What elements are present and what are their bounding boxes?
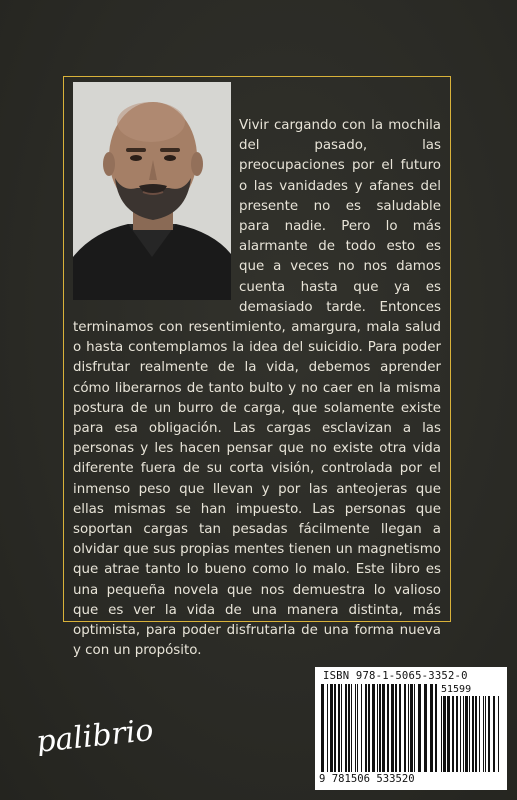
- svg-text:palibrio: palibrio: [34, 712, 156, 756]
- back-cover-blurb: [73, 116, 441, 661]
- isbn-number: ISBN 978-1-5065-3352-0: [323, 670, 468, 682]
- addon-barcode-bars: [441, 696, 499, 772]
- isbn-barcode: [315, 667, 507, 790]
- price-code: 51599: [441, 684, 472, 695]
- barcode-digits: 9 781506 533520: [319, 773, 415, 785]
- blurb-text: Vivir cargando con la mochila del pasado, las preocupaciones por el futuro o las vanidades y afanes del presente no es saludable para nadie. Pero lo más alarmante de todo esto es que a veces no nos damos cuenta hasta que ya es demasiado tarde. Entonces terminamos con resentimiento, amargura, mala salud o hasta contemplamos la idea del suicidio. Para poder disfrutar realmente de la vida, debemos aprender cómo liberarnos de tanto bulto y no caer en la misma postura de un burro de carga, que solamente existe para esa obligación. Las cargas esclavizan a las personas y les hacen pensar que no existe otra vida diferente fuera de su corta visión, controlada por el inmenso peso que llevan y por las anteojeras que ellas mismas se han impuesto. Las personas que soportan cargas tan pesadas fácilmente llegan a olvidar que sus propias mentes tienen un magnetismo que atrae tanto lo bueno como lo malo. Este libro es una pequeña novela que nos demuestra lo valioso que es ver la vida de una manera distinta, más optimista, para poder disfrutarla de una forma nueva y con un propósito.: [73, 118, 441, 659]
- publisher-logo: [34, 712, 164, 756]
- barcode-bars: [321, 684, 437, 772]
